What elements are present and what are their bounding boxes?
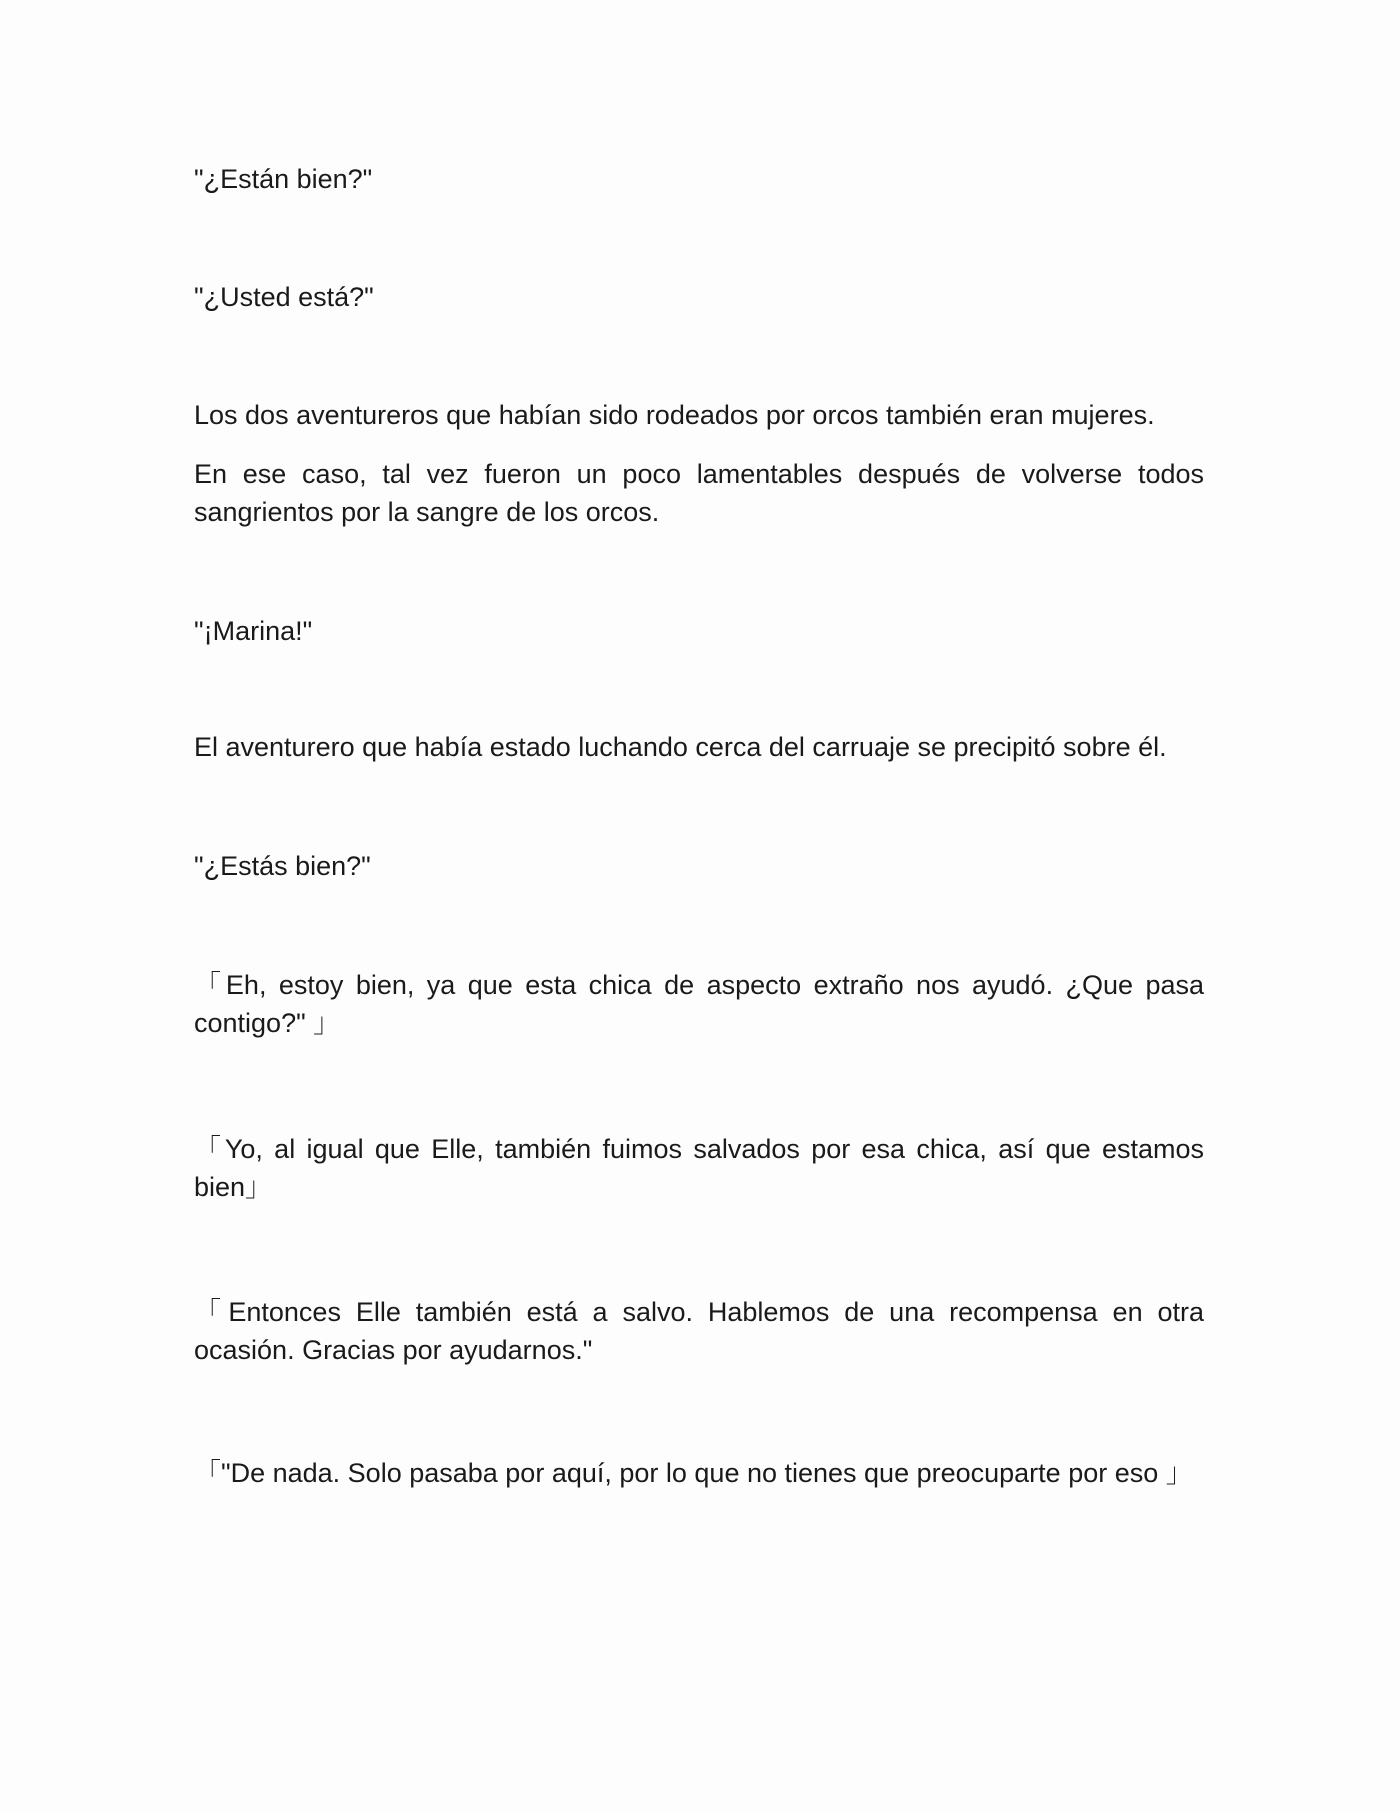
dialogue-paragraph: 「"De nada. Solo pasaba por aquí, por lo que no tienes que preocuparte por eso 」 bbox=[194, 1458, 1193, 1488]
dialogue-paragraph: 「Eh, estoy bien, ya que esta chica de aspecto extraño nos ayudó. ¿Que pasa contigo?" 」 bbox=[194, 970, 1204, 1038]
dialogue-paragraph: 「Entonces Elle también está a salvo. Hablemos de una recompensa en otra ocasión. Gracias por ayudarnos." bbox=[194, 1297, 1204, 1365]
narration-paragraph: Los dos aventureros que habían sido rodeados por orcos también eran mujeres. bbox=[194, 400, 1155, 430]
narration-paragraph: El aventurero que había estado luchando cerca del carruaje se precipitó sobre él. bbox=[194, 732, 1167, 762]
dialogue-line: "¡Marina!" bbox=[194, 616, 313, 646]
dialogue-line: "¿Están bien?" bbox=[194, 164, 373, 194]
narration-paragraph: En ese caso, tal vez fueron un poco lamentables después de volverse todos sangrientos por la sangre de los orcos. bbox=[194, 459, 1204, 527]
dialogue-line: "¿Estás bien?" bbox=[194, 851, 371, 881]
dialogue-line: "¿Usted está?" bbox=[194, 282, 374, 312]
dialogue-paragraph: 「Yo, al igual que Elle, también fuimos salvados por esa chica, así que estamos bien」 bbox=[194, 1134, 1204, 1202]
